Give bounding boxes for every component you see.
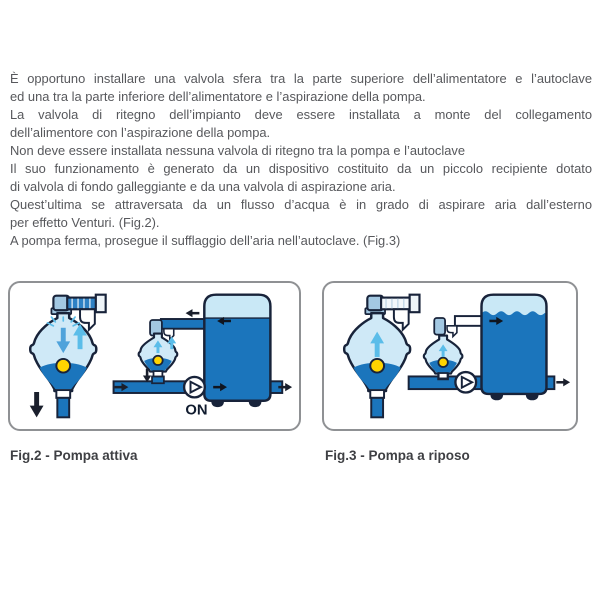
autoclave-tank xyxy=(482,295,547,401)
on-label: ON xyxy=(185,402,208,419)
air-feeder-small xyxy=(139,320,178,382)
body-text-line: Quest’ultima se attraversata da un flusso d’acqua è in grado di aspirare aria dall’esterno xyxy=(10,197,592,212)
body-text-line: Il suo funzionamento è generato da un dispositivo costituito da un piccolo recipiente dotato xyxy=(10,161,592,176)
air-feeder-detail xyxy=(344,295,419,418)
instructions-text xyxy=(10,70,592,250)
figure-2-caption: Fig.2 - Pompa attiva xyxy=(10,448,138,463)
pipe-cap xyxy=(96,295,106,313)
air-feeder-detail xyxy=(30,295,106,418)
body-text-line: La valvola di ritegno dell’impianto deve essere installata a monte del collegamento xyxy=(10,107,592,122)
tank-water xyxy=(482,311,547,394)
figure-3-diagram xyxy=(324,283,576,429)
body-text-line: Non deve essere installata nessuna valvola di ritegno tra la pompa e l’autoclave xyxy=(10,143,466,158)
pipe-cap xyxy=(410,295,420,313)
figure-3-caption: Fig.3 - Pompa a riposo xyxy=(325,448,470,463)
return-pipe xyxy=(161,319,206,329)
flow-arrow-icon xyxy=(556,378,570,386)
tank-foot xyxy=(526,394,539,400)
pump-icon xyxy=(455,372,476,392)
body-text-line: È opportuno installare una valvola sfera tra la parte superiore dell’alimentatore e l’autoclave xyxy=(10,71,592,86)
body-text-line: ed una tra la parte inferiore dell’alimentatore e l’aspirazione della pompa. xyxy=(10,89,426,104)
body-text-line: di valvola di fondo galleggiante e da una valvola di aspirazione aria. xyxy=(10,179,396,194)
tank-foot xyxy=(211,401,224,407)
figure-2-panel xyxy=(8,281,301,431)
feeder-outlet-pipe xyxy=(152,376,164,383)
air-feeder-small xyxy=(424,318,462,378)
system-schematic xyxy=(114,295,293,419)
tank-foot xyxy=(490,394,503,400)
air-intake-nozzle xyxy=(447,326,457,337)
elbow-fitting xyxy=(434,318,445,335)
tank-foot xyxy=(249,401,262,407)
figure-3-panel xyxy=(322,281,578,431)
body-text-line: A pompa ferma, prosegue il sufflaggio dell’aria nell’autoclave. (Fig.3) xyxy=(10,233,401,248)
system-schematic xyxy=(409,295,570,401)
figure-2-diagram xyxy=(10,283,299,429)
body-text-line: per effetto Venturi. (Fig.2). xyxy=(10,215,160,230)
autoclave-tank xyxy=(204,295,270,407)
body-text-line: dell’alimentore con l’aspirazione della pompa. xyxy=(10,125,271,140)
flow-arrow-icon xyxy=(30,392,44,417)
air-pipe xyxy=(455,316,483,326)
flow-arrow-icon xyxy=(186,309,200,317)
pump-icon xyxy=(184,377,205,397)
